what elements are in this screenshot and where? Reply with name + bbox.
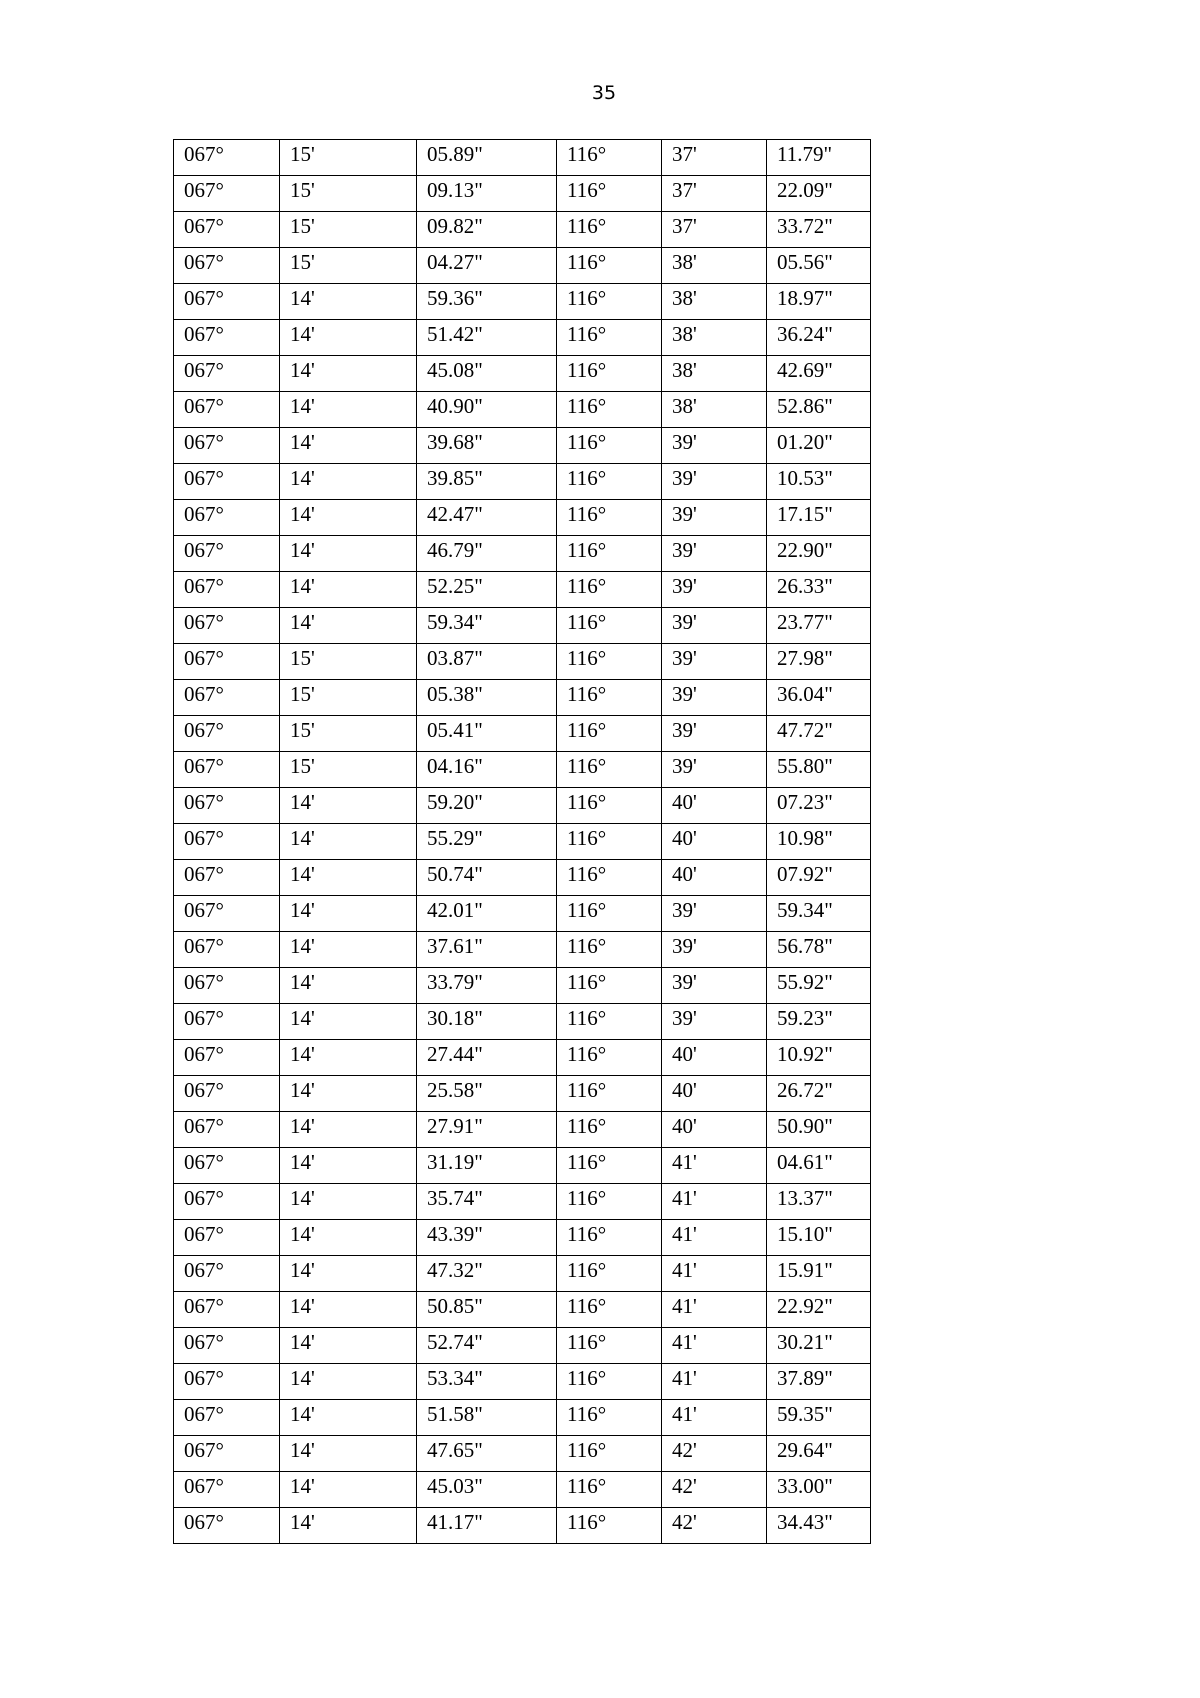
lat-degrees-cell: 067° — [174, 176, 280, 212]
lat-degrees-cell: 067° — [174, 824, 280, 860]
table-row — [174, 860, 871, 896]
lon-degrees-cell: 116° — [557, 788, 662, 824]
lon-minutes-cell: 39' — [662, 932, 767, 968]
lon-minutes-cell: 41' — [662, 1400, 767, 1436]
table-row — [174, 464, 871, 500]
lat-minutes-cell: 14' — [280, 428, 417, 464]
lat-degrees-cell: 067° — [174, 212, 280, 248]
lon-seconds-cell: 15.91" — [767, 1256, 871, 1292]
lat-degrees-cell: 067° — [174, 284, 280, 320]
lat-seconds-cell: 03.87" — [417, 644, 557, 680]
table-row — [174, 1112, 871, 1148]
lat-degrees-cell: 067° — [174, 1076, 280, 1112]
lon-seconds-cell: 34.43" — [767, 1508, 871, 1544]
lat-minutes-cell: 14' — [280, 1076, 417, 1112]
table-row — [174, 284, 871, 320]
lon-minutes-cell: 40' — [662, 860, 767, 896]
lat-minutes-cell: 14' — [280, 464, 417, 500]
lon-degrees-cell: 116° — [557, 392, 662, 428]
lon-seconds-cell: 47.72" — [767, 716, 871, 752]
lat-seconds-cell: 30.18" — [417, 1004, 557, 1040]
table-row — [174, 1004, 871, 1040]
lat-minutes-cell: 15' — [280, 752, 417, 788]
lat-seconds-cell: 05.38" — [417, 680, 557, 716]
lon-seconds-cell: 55.80" — [767, 752, 871, 788]
lat-degrees-cell: 067° — [174, 572, 280, 608]
lon-degrees-cell: 116° — [557, 428, 662, 464]
lon-degrees-cell: 116° — [557, 1076, 662, 1112]
lat-seconds-cell: 59.20" — [417, 788, 557, 824]
lat-degrees-cell: 067° — [174, 1148, 280, 1184]
lat-minutes-cell: 14' — [280, 1328, 417, 1364]
lat-degrees-cell: 067° — [174, 716, 280, 752]
lat-seconds-cell: 27.91" — [417, 1112, 557, 1148]
table-row — [174, 500, 871, 536]
lon-minutes-cell: 39' — [662, 464, 767, 500]
lon-seconds-cell: 59.35" — [767, 1400, 871, 1436]
lon-minutes-cell: 39' — [662, 680, 767, 716]
lon-degrees-cell: 116° — [557, 752, 662, 788]
lat-seconds-cell: 25.58" — [417, 1076, 557, 1112]
lon-minutes-cell: 40' — [662, 1112, 767, 1148]
table-row — [174, 716, 871, 752]
lon-degrees-cell: 116° — [557, 644, 662, 680]
lat-minutes-cell: 15' — [280, 176, 417, 212]
table-row — [174, 932, 871, 968]
lat-minutes-cell: 14' — [280, 1436, 417, 1472]
lon-minutes-cell: 39' — [662, 500, 767, 536]
lon-seconds-cell: 07.23" — [767, 788, 871, 824]
lon-minutes-cell: 41' — [662, 1256, 767, 1292]
lat-minutes-cell: 14' — [280, 1184, 417, 1220]
lat-seconds-cell: 40.90" — [417, 392, 557, 428]
lat-minutes-cell: 14' — [280, 1472, 417, 1508]
lon-seconds-cell: 11.79" — [767, 140, 871, 176]
table-row — [174, 1256, 871, 1292]
lon-seconds-cell: 10.92" — [767, 1040, 871, 1076]
lon-minutes-cell: 37' — [662, 140, 767, 176]
lon-degrees-cell: 116° — [557, 1472, 662, 1508]
lon-minutes-cell: 39' — [662, 1004, 767, 1040]
lat-seconds-cell: 35.74" — [417, 1184, 557, 1220]
lat-minutes-cell: 14' — [280, 320, 417, 356]
table-row — [174, 788, 871, 824]
lon-degrees-cell: 116° — [557, 716, 662, 752]
table-row — [174, 1148, 871, 1184]
lon-seconds-cell: 33.00" — [767, 1472, 871, 1508]
lat-seconds-cell: 05.41" — [417, 716, 557, 752]
lon-seconds-cell: 15.10" — [767, 1220, 871, 1256]
lat-seconds-cell: 51.58" — [417, 1400, 557, 1436]
lon-degrees-cell: 116° — [557, 1292, 662, 1328]
lon-minutes-cell: 39' — [662, 752, 767, 788]
table-row — [174, 1220, 871, 1256]
lat-minutes-cell: 15' — [280, 212, 417, 248]
lon-minutes-cell: 41' — [662, 1292, 767, 1328]
lon-seconds-cell: 13.37" — [767, 1184, 871, 1220]
table-row — [174, 1076, 871, 1112]
lat-degrees-cell: 067° — [174, 608, 280, 644]
table-row — [174, 1472, 871, 1508]
lon-minutes-cell: 40' — [662, 824, 767, 860]
lat-degrees-cell: 067° — [174, 788, 280, 824]
lon-degrees-cell: 116° — [557, 140, 662, 176]
lat-seconds-cell: 55.29" — [417, 824, 557, 860]
lat-minutes-cell: 14' — [280, 896, 417, 932]
lon-minutes-cell: 41' — [662, 1184, 767, 1220]
lat-minutes-cell: 14' — [280, 824, 417, 860]
table-row — [174, 1436, 871, 1472]
lon-seconds-cell: 59.34" — [767, 896, 871, 932]
lat-degrees-cell: 067° — [174, 428, 280, 464]
table-row — [174, 968, 871, 1004]
lon-minutes-cell: 42' — [662, 1472, 767, 1508]
lon-degrees-cell: 116° — [557, 1508, 662, 1544]
lon-minutes-cell: 37' — [662, 176, 767, 212]
lon-minutes-cell: 41' — [662, 1148, 767, 1184]
lat-seconds-cell: 42.01" — [417, 896, 557, 932]
lon-minutes-cell: 41' — [662, 1328, 767, 1364]
lat-degrees-cell: 067° — [174, 896, 280, 932]
table-row — [174, 680, 871, 716]
lon-degrees-cell: 116° — [557, 464, 662, 500]
lon-degrees-cell: 116° — [557, 896, 662, 932]
lon-seconds-cell: 56.78" — [767, 932, 871, 968]
table-row — [174, 356, 871, 392]
lon-seconds-cell: 50.90" — [767, 1112, 871, 1148]
lat-degrees-cell: 067° — [174, 1292, 280, 1328]
table-row — [174, 1400, 871, 1436]
lat-seconds-cell: 39.85" — [417, 464, 557, 500]
coordinates-table — [173, 139, 871, 1544]
lat-minutes-cell: 14' — [280, 1148, 417, 1184]
lon-seconds-cell: 30.21" — [767, 1328, 871, 1364]
lon-seconds-cell: 17.15" — [767, 500, 871, 536]
lat-degrees-cell: 067° — [174, 1256, 280, 1292]
lon-degrees-cell: 116° — [557, 572, 662, 608]
lon-minutes-cell: 40' — [662, 1040, 767, 1076]
lat-degrees-cell: 067° — [174, 968, 280, 1004]
lat-minutes-cell: 15' — [280, 140, 417, 176]
lon-seconds-cell: 10.98" — [767, 824, 871, 860]
page-number: 35 — [591, 82, 617, 104]
lat-degrees-cell: 067° — [174, 644, 280, 680]
lat-degrees-cell: 067° — [174, 1184, 280, 1220]
lon-seconds-cell: 07.92" — [767, 860, 871, 896]
lon-seconds-cell: 36.04" — [767, 680, 871, 716]
lon-minutes-cell: 37' — [662, 212, 767, 248]
lat-degrees-cell: 067° — [174, 1364, 280, 1400]
lat-minutes-cell: 14' — [280, 284, 417, 320]
lat-seconds-cell: 52.25" — [417, 572, 557, 608]
lat-minutes-cell: 14' — [280, 1508, 417, 1544]
lon-degrees-cell: 116° — [557, 500, 662, 536]
lon-degrees-cell: 116° — [557, 248, 662, 284]
lon-seconds-cell: 27.98" — [767, 644, 871, 680]
lon-minutes-cell: 39' — [662, 644, 767, 680]
lon-seconds-cell: 22.92" — [767, 1292, 871, 1328]
lon-seconds-cell: 42.69" — [767, 356, 871, 392]
lat-degrees-cell: 067° — [174, 1004, 280, 1040]
lat-minutes-cell: 14' — [280, 1292, 417, 1328]
lat-seconds-cell: 41.17" — [417, 1508, 557, 1544]
lon-seconds-cell: 55.92" — [767, 968, 871, 1004]
lat-seconds-cell: 59.34" — [417, 608, 557, 644]
lon-minutes-cell: 38' — [662, 320, 767, 356]
lat-degrees-cell: 067° — [174, 356, 280, 392]
lon-minutes-cell: 39' — [662, 572, 767, 608]
lat-degrees-cell: 067° — [174, 248, 280, 284]
lat-minutes-cell: 14' — [280, 788, 417, 824]
lon-minutes-cell: 40' — [662, 788, 767, 824]
table-row — [174, 140, 871, 176]
lon-minutes-cell: 38' — [662, 392, 767, 428]
lon-minutes-cell: 39' — [662, 896, 767, 932]
table-row — [174, 1292, 871, 1328]
table-row — [174, 1508, 871, 1544]
lat-minutes-cell: 15' — [280, 680, 417, 716]
lat-seconds-cell: 09.13" — [417, 176, 557, 212]
lat-minutes-cell: 14' — [280, 1364, 417, 1400]
lon-degrees-cell: 116° — [557, 932, 662, 968]
lon-seconds-cell: 10.53" — [767, 464, 871, 500]
lat-minutes-cell: 14' — [280, 1040, 417, 1076]
lon-seconds-cell: 52.86" — [767, 392, 871, 428]
table-row — [174, 536, 871, 572]
lat-minutes-cell: 15' — [280, 716, 417, 752]
lon-seconds-cell: 22.09" — [767, 176, 871, 212]
lon-degrees-cell: 116° — [557, 1364, 662, 1400]
lon-seconds-cell: 05.56" — [767, 248, 871, 284]
table-row — [174, 896, 871, 932]
lat-degrees-cell: 067° — [174, 1400, 280, 1436]
table-row — [174, 428, 871, 464]
lat-minutes-cell: 14' — [280, 1400, 417, 1436]
lat-seconds-cell: 59.36" — [417, 284, 557, 320]
lon-degrees-cell: 116° — [557, 608, 662, 644]
lat-seconds-cell: 39.68" — [417, 428, 557, 464]
lon-degrees-cell: 116° — [557, 356, 662, 392]
lat-degrees-cell: 067° — [174, 680, 280, 716]
lon-degrees-cell: 116° — [557, 212, 662, 248]
lon-degrees-cell: 116° — [557, 176, 662, 212]
lat-minutes-cell: 14' — [280, 500, 417, 536]
lon-degrees-cell: 116° — [557, 284, 662, 320]
lat-degrees-cell: 067° — [174, 500, 280, 536]
lon-seconds-cell: 22.90" — [767, 536, 871, 572]
lon-degrees-cell: 116° — [557, 1184, 662, 1220]
lon-degrees-cell: 116° — [557, 860, 662, 896]
lon-seconds-cell: 26.72" — [767, 1076, 871, 1112]
table-row — [174, 392, 871, 428]
lon-seconds-cell: 29.64" — [767, 1436, 871, 1472]
lat-seconds-cell: 37.61" — [417, 932, 557, 968]
lat-seconds-cell: 09.82" — [417, 212, 557, 248]
lat-seconds-cell: 53.34" — [417, 1364, 557, 1400]
table-row — [174, 1184, 871, 1220]
table-row — [174, 248, 871, 284]
lon-minutes-cell: 40' — [662, 1076, 767, 1112]
lat-degrees-cell: 067° — [174, 860, 280, 896]
lon-minutes-cell: 38' — [662, 248, 767, 284]
lon-degrees-cell: 116° — [557, 680, 662, 716]
lat-seconds-cell: 51.42" — [417, 320, 557, 356]
lon-seconds-cell: 36.24" — [767, 320, 871, 356]
lat-seconds-cell: 46.79" — [417, 536, 557, 572]
lon-seconds-cell: 33.72" — [767, 212, 871, 248]
lat-seconds-cell: 45.03" — [417, 1472, 557, 1508]
lat-seconds-cell: 42.47" — [417, 500, 557, 536]
lon-degrees-cell: 116° — [557, 1004, 662, 1040]
lat-minutes-cell: 14' — [280, 1220, 417, 1256]
table-row — [174, 1364, 871, 1400]
lat-minutes-cell: 14' — [280, 536, 417, 572]
lat-seconds-cell: 05.89" — [417, 140, 557, 176]
lon-degrees-cell: 116° — [557, 1328, 662, 1364]
lon-minutes-cell: 41' — [662, 1220, 767, 1256]
lon-seconds-cell: 59.23" — [767, 1004, 871, 1040]
lat-degrees-cell: 067° — [174, 1220, 280, 1256]
lon-minutes-cell: 42' — [662, 1436, 767, 1472]
lat-seconds-cell: 47.65" — [417, 1436, 557, 1472]
lat-minutes-cell: 14' — [280, 392, 417, 428]
table-row — [174, 212, 871, 248]
lon-degrees-cell: 116° — [557, 320, 662, 356]
lon-minutes-cell: 38' — [662, 284, 767, 320]
lon-minutes-cell: 39' — [662, 968, 767, 1004]
lat-seconds-cell: 33.79" — [417, 968, 557, 1004]
lat-seconds-cell: 50.74" — [417, 860, 557, 896]
lon-minutes-cell: 42' — [662, 1508, 767, 1544]
lat-degrees-cell: 067° — [174, 932, 280, 968]
lon-minutes-cell: 39' — [662, 716, 767, 752]
lat-degrees-cell: 067° — [174, 1328, 280, 1364]
lon-seconds-cell: 26.33" — [767, 572, 871, 608]
table-row — [174, 176, 871, 212]
lon-minutes-cell: 39' — [662, 428, 767, 464]
lat-seconds-cell: 04.27" — [417, 248, 557, 284]
lon-seconds-cell: 01.20" — [767, 428, 871, 464]
lon-degrees-cell: 116° — [557, 536, 662, 572]
lon-minutes-cell: 39' — [662, 608, 767, 644]
lat-degrees-cell: 067° — [174, 1436, 280, 1472]
lat-degrees-cell: 067° — [174, 140, 280, 176]
table-row — [174, 572, 871, 608]
table-row — [174, 1328, 871, 1364]
lon-seconds-cell: 23.77" — [767, 608, 871, 644]
lon-degrees-cell: 116° — [557, 1220, 662, 1256]
lon-minutes-cell: 41' — [662, 1364, 767, 1400]
table-row — [174, 644, 871, 680]
table-row — [174, 824, 871, 860]
lat-degrees-cell: 067° — [174, 536, 280, 572]
lat-degrees-cell: 067° — [174, 1472, 280, 1508]
lat-minutes-cell: 14' — [280, 860, 417, 896]
lat-degrees-cell: 067° — [174, 1040, 280, 1076]
coordinates-table-body — [174, 140, 871, 1544]
lat-minutes-cell: 14' — [280, 608, 417, 644]
table-row — [174, 1040, 871, 1076]
lat-degrees-cell: 067° — [174, 464, 280, 500]
lon-minutes-cell: 39' — [662, 536, 767, 572]
lon-degrees-cell: 116° — [557, 824, 662, 860]
table-row — [174, 608, 871, 644]
lat-degrees-cell: 067° — [174, 1508, 280, 1544]
lat-minutes-cell: 14' — [280, 572, 417, 608]
table-row — [174, 320, 871, 356]
lat-minutes-cell: 15' — [280, 248, 417, 284]
lat-degrees-cell: 067° — [174, 320, 280, 356]
lon-degrees-cell: 116° — [557, 968, 662, 1004]
lat-seconds-cell: 27.44" — [417, 1040, 557, 1076]
lat-seconds-cell: 52.74" — [417, 1328, 557, 1364]
lat-minutes-cell: 14' — [280, 968, 417, 1004]
lon-degrees-cell: 116° — [557, 1400, 662, 1436]
lat-minutes-cell: 14' — [280, 1112, 417, 1148]
lat-minutes-cell: 14' — [280, 932, 417, 968]
lat-seconds-cell: 47.32" — [417, 1256, 557, 1292]
lat-seconds-cell: 31.19" — [417, 1148, 557, 1184]
lat-degrees-cell: 067° — [174, 392, 280, 428]
lat-seconds-cell: 04.16" — [417, 752, 557, 788]
lat-seconds-cell: 45.08" — [417, 356, 557, 392]
lon-degrees-cell: 116° — [557, 1148, 662, 1184]
lon-seconds-cell: 04.61" — [767, 1148, 871, 1184]
lon-degrees-cell: 116° — [557, 1256, 662, 1292]
lon-degrees-cell: 116° — [557, 1040, 662, 1076]
lon-degrees-cell: 116° — [557, 1436, 662, 1472]
lat-minutes-cell: 14' — [280, 1004, 417, 1040]
lon-degrees-cell: 116° — [557, 1112, 662, 1148]
lat-degrees-cell: 067° — [174, 1112, 280, 1148]
lon-seconds-cell: 37.89" — [767, 1364, 871, 1400]
table-row — [174, 752, 871, 788]
lat-minutes-cell: 14' — [280, 356, 417, 392]
lat-degrees-cell: 067° — [174, 752, 280, 788]
lon-seconds-cell: 18.97" — [767, 284, 871, 320]
lat-seconds-cell: 50.85" — [417, 1292, 557, 1328]
lat-seconds-cell: 43.39" — [417, 1220, 557, 1256]
lat-minutes-cell: 15' — [280, 644, 417, 680]
lat-minutes-cell: 14' — [280, 1256, 417, 1292]
lon-minutes-cell: 38' — [662, 356, 767, 392]
